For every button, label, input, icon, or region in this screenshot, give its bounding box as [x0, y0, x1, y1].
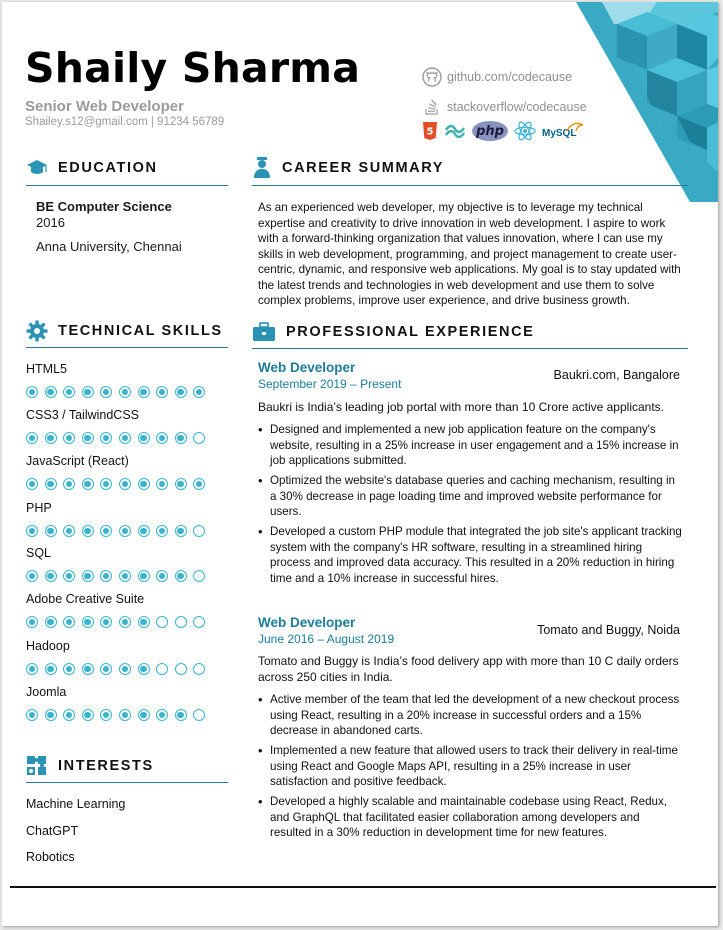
summary-title: CAREER SUMMARY [282, 160, 445, 176]
rating-dot-filled [63, 432, 75, 444]
job-bullet: • Designed and implemented a new job application feature on the company's website, resulting in a 25% increase in user engagement and a 15% increase in job applications submitted. [258, 422, 682, 469]
rating-dot-empty [193, 616, 205, 628]
rating-dot-filled [26, 432, 38, 444]
skill-row [26, 501, 226, 537]
skill-row [26, 408, 226, 444]
job-role: Web Developer [258, 360, 356, 375]
rating-dot-filled [82, 432, 94, 444]
briefcase-icon [252, 322, 276, 342]
rating-dot-filled [82, 709, 94, 721]
skill-name: PHP [26, 501, 52, 515]
rating-dot-filled [45, 616, 57, 628]
rating-dot-filled [26, 663, 38, 675]
skill-rating [26, 386, 226, 398]
education-rule [26, 185, 228, 186]
rating-dot-filled [175, 478, 187, 490]
rating-dot-empty [193, 432, 205, 444]
stackoverflow-icon [422, 97, 442, 117]
rating-dot-filled [26, 570, 38, 582]
summary-text: As an experienced web developer, my objective is to leverage my technical expertise and creativity to drive innovation in web development. I aspire to work with a forward-thinking organization that values innovation, where I can use my skills in web development, programming, and project management to create user-centric, dynamic, and responsive web applications. My goal is to stay updated with the latest trends and technologies in web development and use them to solve complex problems, improve user experience, and drive business growth. [258, 201, 681, 307]
rating-dot-filled [82, 478, 94, 490]
job-bullet: • Optimized the website's database queries and caching mechanism, resulting in a 30% decrease in page loading time and improved website performance for users. [258, 473, 682, 520]
rating-dot-filled [119, 432, 131, 444]
rating-dot-empty [193, 663, 205, 675]
rating-dot-filled [175, 570, 187, 582]
skill-name: Joomla [26, 685, 67, 699]
rating-dot-filled [119, 478, 131, 490]
candidate-name: Shaily Sharma [25, 44, 361, 92]
rating-dot-filled [100, 709, 112, 721]
rating-dot-filled [156, 525, 168, 537]
rating-dot-filled [119, 386, 131, 398]
rating-dot-filled [45, 432, 57, 444]
github-icon [422, 67, 442, 87]
rating-dot-filled [119, 525, 131, 537]
rating-dot-filled [119, 663, 131, 675]
rating-dot-filled [63, 525, 75, 537]
rating-dot-filled [82, 386, 94, 398]
rating-dot-filled [26, 616, 38, 628]
interest-item: ChatGPT [26, 824, 79, 838]
job-bullet: • Implemented a new feature that allowed users to track their delivery in real-time using React and Google Maps API, resulting in a 25% increase in user satisfaction and positive feedback. [258, 743, 682, 790]
tech-logo-row [422, 120, 584, 142]
rating-dot-filled [45, 525, 57, 537]
rating-dot-filled [156, 386, 168, 398]
user-icon [252, 156, 272, 180]
rating-dot-filled [45, 570, 57, 582]
puzzle-icon [26, 754, 48, 778]
rating-dot-filled [100, 386, 112, 398]
rating-dot-empty [175, 616, 187, 628]
job-company: Tomato and Buggy, Noida [537, 623, 680, 637]
stackoverflow-url: stackoverflow/codecause [447, 100, 587, 114]
skill-rating [26, 432, 226, 444]
rating-dot-filled [175, 525, 187, 537]
experience-heading [252, 322, 534, 342]
skill-rating [26, 570, 226, 582]
rating-dot-filled [100, 478, 112, 490]
rating-dot-empty [175, 663, 187, 675]
skill-name: CSS3 / TailwindCSS [26, 408, 140, 422]
skill-name: Adobe Creative Suite [26, 592, 145, 606]
interest-item: Machine Learning [26, 797, 126, 811]
experience-title: PROFESSIONAL EXPERIENCE [286, 324, 535, 340]
interests-rule [26, 782, 228, 783]
skill-rating [26, 663, 226, 675]
education-year: 2016 [36, 215, 65, 230]
rating-dot-filled [45, 386, 57, 398]
rating-dot-filled [82, 663, 94, 675]
job-bullet: • Developed a custom PHP module that integrated the job site's applicant tracking system with the company's HR software, resulting in a streamlined hiring process and improved data accuracy. This resulted in a 20% reduction in hiring time and a 10% increase in successful hires. [258, 524, 682, 586]
stackoverflow-link[interactable] [422, 97, 587, 117]
skill-row [26, 592, 226, 628]
job-dates: June 2016 – August 2019 [258, 632, 395, 646]
mysql-label: MySQL [542, 128, 577, 139]
experience-rule [252, 348, 688, 349]
rating-dot-filled [26, 478, 38, 490]
rating-dot-filled [82, 525, 94, 537]
rating-dot-filled [26, 525, 38, 537]
rating-dot-filled [138, 616, 150, 628]
rating-dot-filled [26, 386, 38, 398]
job-title: Senior Web Developer [25, 98, 184, 115]
rating-dot-empty [193, 570, 205, 582]
rating-dot-filled [45, 663, 57, 675]
job-bullets [258, 422, 682, 591]
rating-dot-filled [119, 709, 131, 721]
education-title: EDUCATION [58, 160, 158, 176]
skill-name: JavaScript (React) [26, 454, 129, 468]
rating-dot-filled [45, 709, 57, 721]
github-url: github.com/codecause [447, 70, 573, 84]
job-bullets [258, 692, 682, 845]
skill-row [26, 454, 226, 490]
job-description: Tomato and Buggy is India’s food delivery app with more than 10 C daily orders across 250 cities in India. [258, 654, 679, 684]
rating-dot-filled [175, 709, 187, 721]
rating-dot-empty [193, 525, 205, 537]
php-label: php [476, 123, 504, 139]
rating-dot-filled [175, 432, 187, 444]
education-heading [26, 158, 158, 178]
rating-dot-filled [63, 663, 75, 675]
job-bullet: • Active member of the team that led the development of a new checkout process using React, resulting in a 20% increase in successful orders and a 15% decrease in abandoned carts. [258, 692, 682, 739]
education-degree: BE Computer Science [36, 199, 172, 214]
rating-dot-filled [138, 663, 150, 675]
rating-dot-filled [138, 709, 150, 721]
rating-dot-filled [175, 386, 187, 398]
rating-dot-filled [100, 432, 112, 444]
rating-dot-filled [138, 478, 150, 490]
rating-dot-filled [100, 663, 112, 675]
rating-dot-filled [26, 709, 38, 721]
skill-name: HTML5 [26, 362, 67, 376]
skill-rating [26, 709, 226, 721]
education-school: Anna University, Chennai [36, 239, 182, 254]
rating-dot-filled [63, 386, 75, 398]
job-role: Web Developer [258, 615, 356, 630]
rating-dot-filled [156, 432, 168, 444]
job-description: Baukri is India’s leading job portal with more than 10 Crore active applicants. [258, 400, 664, 414]
interest-item: Robotics [26, 850, 75, 864]
job-company: Baukri.com, Bangalore [553, 368, 680, 382]
rating-dot-filled [45, 478, 57, 490]
rating-dot-empty [193, 709, 205, 721]
rating-dot-filled [156, 570, 168, 582]
rating-dot-filled [193, 386, 205, 398]
rating-dot-filled [82, 570, 94, 582]
php-icon [472, 121, 508, 141]
html5-label: 5 [426, 126, 434, 138]
rating-dot-filled [100, 570, 112, 582]
rating-dot-filled [156, 709, 168, 721]
tailwind-icon [444, 124, 466, 138]
interests-title: INTERESTS [58, 758, 154, 774]
skill-name: Hadoop [26, 639, 70, 653]
skill-row [26, 362, 226, 398]
skills-heading [26, 320, 223, 342]
rating-dot-filled [156, 478, 168, 490]
interests-heading [26, 754, 154, 778]
rating-dot-filled [63, 478, 75, 490]
skill-row [26, 546, 226, 582]
rating-dot-filled [119, 616, 131, 628]
rating-dot-empty [156, 616, 168, 628]
job-dates: September 2019 – Present [258, 377, 402, 391]
skill-rating [26, 478, 226, 490]
rating-dot-filled [63, 709, 75, 721]
resume-page [2, 2, 718, 926]
skills-rule [26, 347, 228, 348]
rating-dot-filled [82, 616, 94, 628]
skill-row [26, 685, 226, 721]
summary-heading [252, 156, 444, 180]
rating-dot-filled [138, 525, 150, 537]
rating-dot-filled [138, 570, 150, 582]
rating-dot-filled [100, 616, 112, 628]
skills-title: TECHNICAL SKILLS [58, 323, 223, 339]
html5-icon [422, 121, 438, 141]
summary-rule [252, 185, 688, 186]
rating-dot-filled [63, 570, 75, 582]
mysql-icon [542, 121, 584, 141]
contact-info: Shailey.s12@gmail.com | 91234 56789 [25, 116, 225, 128]
rating-dot-filled [193, 478, 205, 490]
rating-dot-filled [138, 432, 150, 444]
rating-dot-filled [63, 616, 75, 628]
rating-dot-empty [156, 663, 168, 675]
rating-dot-filled [138, 386, 150, 398]
rating-dot-filled [119, 570, 131, 582]
github-link[interactable] [422, 67, 572, 87]
gear-icon [26, 320, 48, 342]
react-icon [514, 120, 536, 142]
footer-rule [10, 886, 716, 888]
skill-name: SQL [26, 546, 52, 560]
skill-row [26, 639, 226, 675]
skill-rating [26, 525, 226, 537]
skill-rating [26, 616, 226, 628]
rating-dot-filled [100, 525, 112, 537]
job-bullet: • Developed a highly scalable and maintainable codebase using React, Redux, and GraphQL that facilitated easier collaboration among developers and resulted in a 30% reduction in development time for new features. [258, 794, 682, 841]
graduation-cap-icon [26, 158, 48, 178]
